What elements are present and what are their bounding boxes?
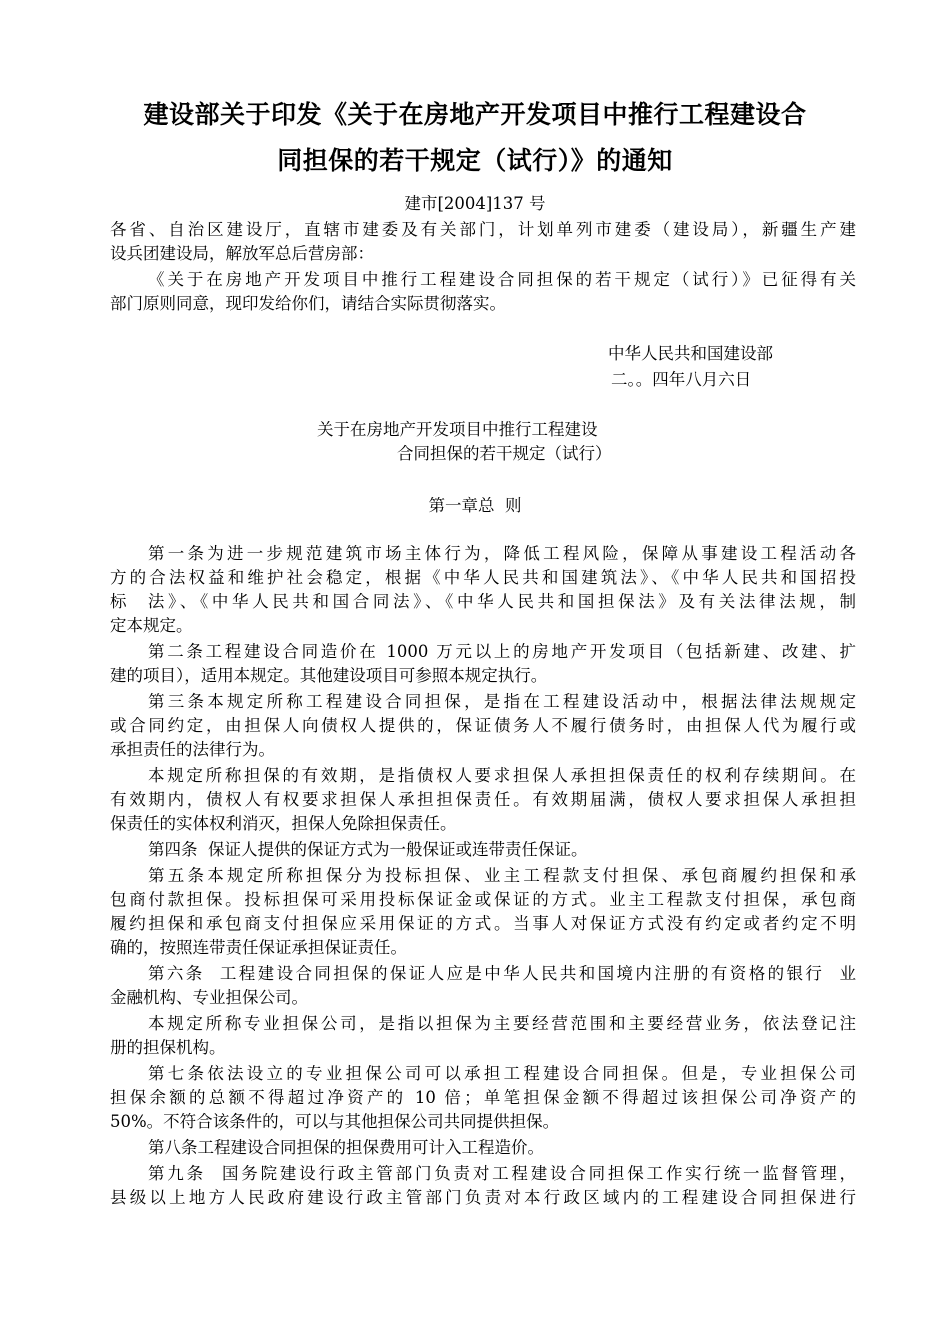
article-5-line-4: 确的，按照连带责任保证承担保证责任。 — [110, 938, 407, 957]
article-3-line-1: 第三条本规定所称工程建设合同担保，是指在工程建设活动中，根据法律法规规定 — [148, 692, 856, 711]
chapter-heading: 第一章总 则 — [428, 496, 522, 515]
addressee-line-1: 各省、自治区建设厅，直辖市建委及有关部门，计划单列市建委（建设局），新疆生产建 — [110, 220, 856, 239]
article-3b-line-1: 本规定所称担保的有效期，是指债权人要求担保人承担担保责任的权利存续期间。在 — [148, 766, 856, 785]
signature-date: 二。。四年八月六日 — [611, 370, 752, 389]
article-2-line-2: 建的项目），适用本规定。其他建设项目可参照本规定执行。 — [110, 666, 548, 685]
document-number: 建市[2004]137 号 — [404, 194, 546, 213]
signature-org: 中华人民共和国建设部 — [608, 344, 773, 363]
document-title-line-1: 建设部关于印发《关于在房地产开发项目中推行工程建设合 — [143, 100, 807, 129]
notice-body-line-1: 《关于在房地产开发项目中推行工程建设合同担保的若干规定（试行）》已征得有关 — [148, 270, 856, 289]
article-7-line-2: 担保余额的总额不得超过净资产的 10 倍；单笔担保金额不得超过该担保公司净资产的 — [110, 1088, 856, 1107]
article-1-line-3: 标 法》、《中华人民共和国合同法》、《中华人民共和国担保法》及有关法律法规，制 — [110, 592, 856, 611]
article-4-line-1: 第四条 保证人提供的保证方式为一般保证或连带责任保证。 — [148, 840, 588, 859]
article-5-line-2: 包商付款担保。投标担保可采用投标保证金或保证的方式。业主工程款支付担保，承包商 — [110, 890, 856, 909]
article-7-line-1: 第七条依法设立的专业担保公司可以承担工程建设合同担保。但是，专业担保公司 — [148, 1064, 856, 1083]
document-title-line-2: 同担保的若干规定（试行）》的通知 — [277, 146, 673, 175]
article-6-line-1: 第六条 工程建设合同担保的保证人应是中华人民共和国境内注册的有资格的银行 业 — [148, 964, 856, 983]
article-5-line-3: 履约担保和承包商支付担保应采用保证的方式。当事人对保证方式没有约定或者约定不明 — [110, 914, 856, 933]
article-6-line-2: 金融机构、专业担保公司。 — [110, 988, 308, 1007]
article-1-line-2: 方的合法权益和维护社会稳定，根据《中华人民共和国建筑法》、《中华人民共和国招投 — [110, 568, 856, 587]
article-6b-line-1: 本规定所称专业担保公司，是指以担保为主要经营范围和主要经营业务，依法登记注 — [148, 1014, 856, 1033]
article-5-line-1: 第五条本规定所称担保分为投标担保、业主工程款支付担保、承包商履约担保和承 — [148, 866, 856, 885]
article-3-line-2: 或合同约定，由担保人向债权人提供的，保证债务人不履行债务时，由担保人代为履行或 — [110, 716, 856, 735]
article-1-line-1: 第一条为进一步规范建筑市场主体行为，降低工程风险，保障从事建设工程活动各 — [148, 544, 856, 563]
notice-body-line-2: 部门原则同意，现印发给你们，请结合实际贯彻落实。 — [110, 294, 506, 313]
article-3b-line-2: 有效期内，债权人有权要求担保人承担担保责任。有效期届满，债权人要求担保人承担担 — [110, 790, 856, 809]
article-9-line-1: 第九条 国务院建设行政主管部门负责对工程建设合同担保工作实行统一监督管理， — [148, 1164, 856, 1183]
article-7-line-3: 50%。不符合该条件的，可以与其他担保公司共同提供担保。 — [110, 1112, 560, 1131]
article-3-line-3: 承担责任的法律行为。 — [110, 740, 275, 759]
addressee-line-2: 设兵团建设局，解放军总后营房部： — [110, 244, 374, 263]
article-8-line-1: 第八条工程建设合同担保的担保费用可计入工程造价。 — [148, 1138, 544, 1157]
regulation-title-line-2: 合同担保的若干规定（试行） — [397, 444, 612, 463]
article-3b-line-3: 保责任的实体权利消灭，担保人免除担保责任。 — [110, 814, 457, 833]
article-9-line-2: 县级以上地方人民政府建设行政主管部门负责对本行政区域内的工程建设合同担保进行 — [110, 1188, 856, 1207]
article-1-line-4: 定本规定。 — [110, 616, 193, 635]
article-6b-line-2: 册的担保机构。 — [110, 1038, 226, 1057]
article-2-line-1: 第二条工程建设合同造价在 1000 万元以上的房地产开发项目（包括新建、改建、扩 — [148, 642, 856, 661]
regulation-title-line-1: 关于在房地产开发项目中推行工程建设 — [317, 420, 598, 439]
